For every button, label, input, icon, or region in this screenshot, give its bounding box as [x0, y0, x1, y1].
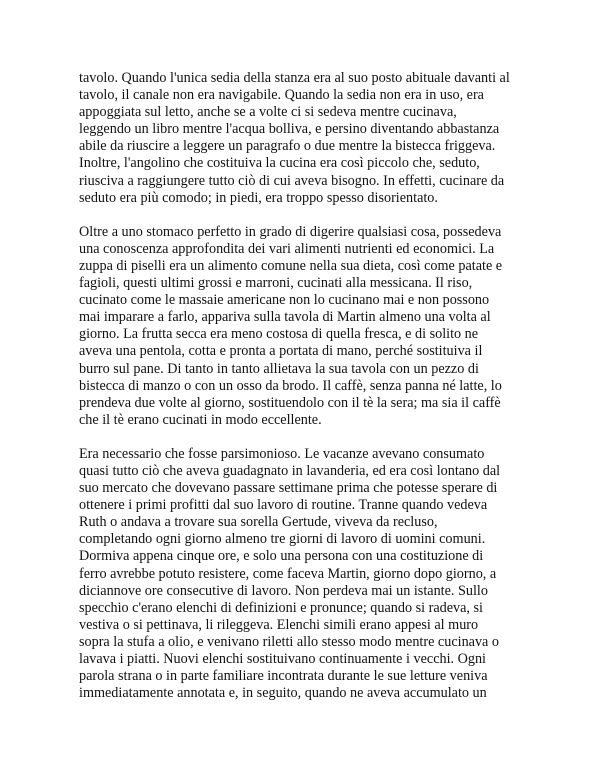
- text-line: tavolo, il canale non era navigabile. Quando la sedia non era in uso, era: [79, 87, 484, 104]
- text-line: prendeva due volte al giorno, sostituendolo con il tè la sera; ma sia il caffè: [79, 394, 501, 411]
- text-line: specchio c'erano elenchi di definizioni e pronunce; quando si radeva, si: [79, 599, 483, 616]
- text-line: abile da riuscire a leggere un paragrafo o due mentre la bistecca friggeva.: [79, 138, 496, 155]
- text-line: Inoltre, l'angolino che costituiva la cucina era così piccolo che, seduto,: [79, 155, 480, 172]
- paragraph-1: [79, 70, 539, 207]
- paragraph-3: [79, 446, 539, 702]
- text-line: riusciva a raggiungere tutto ciò di cui aveva bisogno. In effetti, cucinare da: [79, 172, 505, 189]
- text-line: Era necessario che fosse parsimonioso. Le vacanze avevano consumato: [79, 445, 485, 462]
- paragraph-2: [79, 224, 539, 429]
- text-line: appoggiata sul letto, anche se a volte ci si sedeva mentre cucinava,: [79, 104, 457, 121]
- text-line: aveva una pentola, cotta e pronta a portata di mano, perché sostituiva il: [79, 343, 483, 360]
- text-line: leggendo un libro mentre l'acqua bolliva, e persino diventando abbastanza: [79, 121, 500, 138]
- text-line: lavava i piatti. Nuovi elenchi sostituivano continuamente i vecchi. Ogni: [79, 651, 486, 667]
- text-line: giorno. La frutta secca era meno costosa di quella fresca, e di solito ne: [79, 326, 479, 343]
- text-line: Dormiva appena cinque ore, e solo una persona con una costituzione di: [79, 548, 484, 565]
- text-line: cucinato come le massaie americane non lo cucinano mai e non possono: [79, 292, 490, 309]
- text-line: che il tè erano cucinati in modo eccellente.: [79, 411, 322, 428]
- text-line: seduto era più comodo; in piedi, era troppo spesso disorientato.: [79, 189, 438, 206]
- text-line: completando ogni giorno almeno tre giorni di lavoro di uomini comuni.: [79, 531, 486, 548]
- text-line: ottenere i primi profitti dal suo lavoro di routine. Tranne quando vedeva: [79, 497, 488, 514]
- text-line: burro sul pane. Di tanto in tanto allietava la sua tavola con un pezzo di: [79, 360, 479, 377]
- text-line: tavolo. Quando l'unica sedia della stanza era al suo posto abituale davanti al: [79, 70, 510, 86]
- text-line: zuppa di piselli era un alimento comune nella sua dieta, così come patate e: [79, 257, 503, 274]
- text-line: Ruth o andava a trovare sua sorella Gertude, viveva da recluso,: [79, 514, 438, 531]
- text-line: bistecca di manzo o con un osso da brodo. Il caffè, senza panna né latte, lo: [79, 377, 502, 394]
- text-line: ferro avrebbe potuto resistere, come faceva Martin, giorno dopo giorno, a: [79, 565, 497, 582]
- text-line: parola strana o in parte familiare incontrata durante le sue letture veniva: [79, 668, 488, 685]
- text-line: Oltre a uno stomaco perfetto in grado di digerire qualsiasi cosa, possedeva: [79, 223, 502, 240]
- text-line: mai imparare a farlo, appariva sulla tavola di Martin almeno una volta al: [79, 309, 491, 326]
- text-line: una conoscenza approfondita dei vari alimenti nutrienti ed economici. La: [79, 240, 495, 257]
- text-line: quasi tutto ciò che aveva guadagnato in lavanderia, ed era così lontano dal: [79, 462, 501, 479]
- text-line: sopra la stufa a olio, e venivano riletti allo stesso modo mentre cucinava o: [79, 633, 499, 650]
- text-line: fagioli, questi ultimi grossi e marroni, cucinati alla messicana. Il riso,: [79, 275, 473, 292]
- text-line: diciannove ore consecutive di lavoro. Non perdeva mai un istante. Sullo: [79, 582, 488, 599]
- body-text: [79, 70, 539, 702]
- text-line: immediatamente annotata e, in seguito, quando ne aveva accumulato un: [79, 685, 487, 702]
- text-line: suo mercato che dovevano passare settimane prima che potesse sperare di: [79, 480, 498, 497]
- text-line: vestiva o si pettinava, li rileggeva. Elenchi simili erano appesi al muro: [79, 616, 479, 633]
